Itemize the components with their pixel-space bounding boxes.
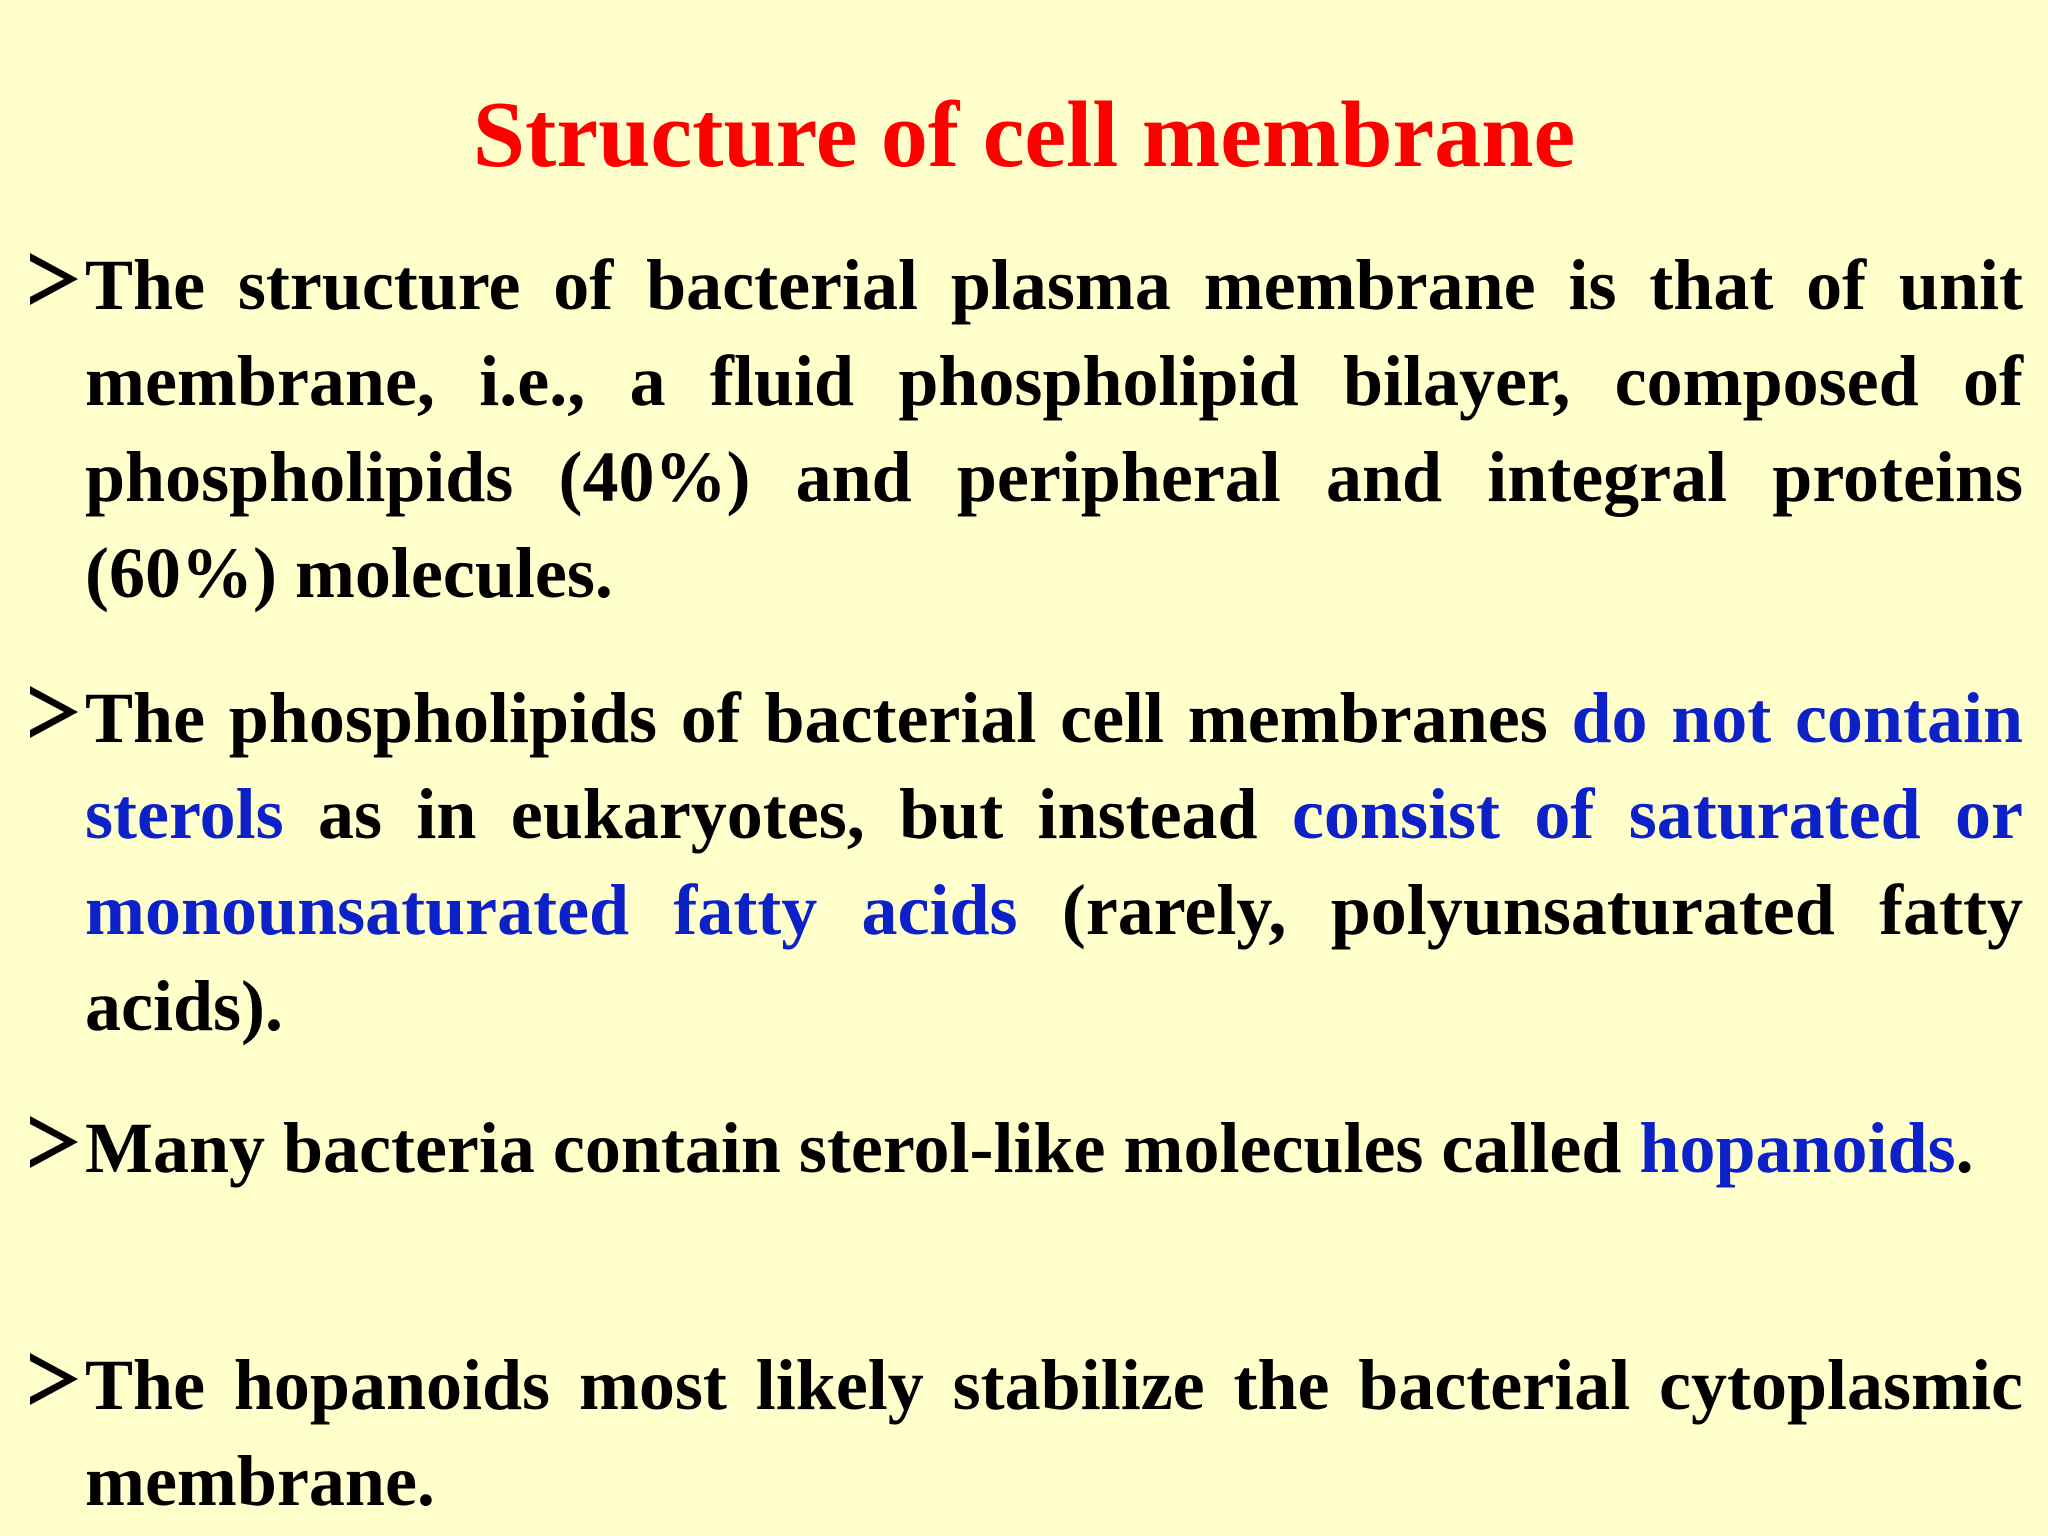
text-segment: Many bacteria contain sterol-like molecules called <box>85 1108 1640 1188</box>
bullet-item-hopanoid-function <box>28 1337 2023 1529</box>
slide-title: Structure of cell membrane <box>472 83 1576 187</box>
text-segment: as in eukaryotes, but instead <box>283 774 1292 854</box>
bullet-text <box>85 670 2023 1054</box>
bullet-item-hopanoids <box>28 1100 2023 1196</box>
highlight-no-sterols: do not contain sterols <box>85 678 2023 854</box>
highlight-hopanoids: hopanoids <box>1639 1108 1956 1188</box>
text-segment: The structure of bacterial plasma membrane is that of unit membrane, i.e., a fluid phospholipid bilayer, composed of phospholipids (40%) and peripheral and integral proteins (60%) molecules. <box>85 245 2023 613</box>
bullet-item-membrane-structure <box>28 237 2023 621</box>
text-segment: (rarely, polyunsaturated fatty acids). <box>85 870 2023 1046</box>
text-segment: The hopanoids most likely stabilize the bacterial cytoplasmic membrane. <box>85 1345 2023 1521</box>
text-segment: The phospholipids of bacterial cell membranes <box>85 678 1572 758</box>
arrowhead-bullet-icon <box>28 243 84 315</box>
bullet-text <box>85 1100 2023 1196</box>
arrowhead-bullet-icon <box>28 1106 84 1178</box>
bullet-item-phospholipids <box>28 670 2023 1054</box>
arrowhead-bullet-icon <box>28 676 84 748</box>
bullet-text <box>85 237 2023 621</box>
bullet-text <box>85 1337 2023 1529</box>
text-segment: . <box>1955 1108 1974 1188</box>
arrowhead-bullet-icon <box>28 1343 84 1415</box>
highlight-fatty-acids: consist of saturated or monounsaturated fatty acids <box>85 774 2023 950</box>
